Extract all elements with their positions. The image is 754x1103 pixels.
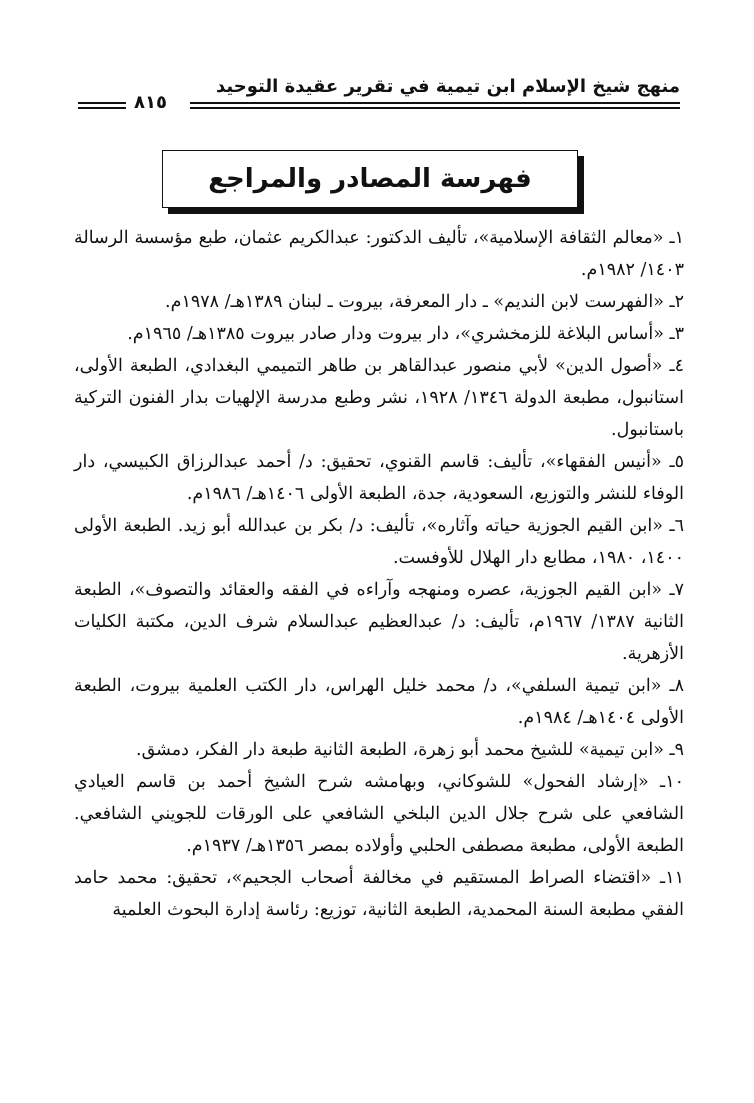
bibliography-entry-9: ٩ـ «ابن تيمية» للشيخ محمد أبو زهرة، الطبعة الثانية طبعة دار الفكر، دمشق. <box>136 740 684 760</box>
bibliography-entry-6: ٦ـ «ابن القيم الجوزية حياته وآثاره»، تأليف: د/ بكر بن عبدالله أبو زيد. الطبعة الأولى ١٤٠٠، ١٩٨٠، مطابع دار الهلال للأوفست. <box>74 516 684 568</box>
bibliography-entry-1: ١ـ «معالم الثقافة الإسلامية»، تأليف الدكتور: عبدالكريم عثمان، طبع مؤسسة الرسالة ١٤٠٣/ ١٩٨٢م. <box>74 228 684 280</box>
page-number: ٨١٥ <box>134 92 167 113</box>
section-title: فهرسة المصادر والمراجع <box>208 164 532 194</box>
section-title-box <box>162 150 578 208</box>
header-rule-left <box>78 102 126 109</box>
page-header <box>78 72 680 120</box>
bibliography-entry-4: ٤ـ «أصول الدين» لأبي منصور عبدالقاهر بن طاهر التميمي البغدادي، الطبعة الأولى، استانبول، مطبعة الدولة ١٣٤٦/ ١٩٢٨، نشر وطبع مدرسة الإلهيات بدار الفنون التركية باستانبول. <box>74 356 684 440</box>
bibliography-entry-7: ٧ـ «ابن القيم الجوزية، عصره ومنهجه وآراءه في الفقه والعقائد والتصوف»، الطبعة الثانية ١٣٨٧/ ١٩٦٧م، تأليف: د/ عبدالعظيم عبدالسلام شرف الدين، مكتبة الكليات الأزهرية. <box>74 580 684 664</box>
bibliography-entry-8: ٨ـ «ابن تيمية السلفي»، د/ محمد خليل الهراس، دار الكتب العلمية بيروت، الطبعة الأولى ١٤٠٤هـ/ ١٩٨٤م. <box>74 676 684 728</box>
bibliography-entry-3: ٣ـ «أساس البلاغة للزمخشري»، دار بيروت ودار صادر بيروت ١٣٨٥هـ/ ١٩٦٥م. <box>127 324 684 344</box>
bibliography-entry-11: ١١ـ «اقتضاء الصراط المستقيم في مخالفة أصحاب الجحيم»، تحقيق: محمد حامد الفقي مطبعة السنة المحمدية، الطبعة الثانية، توزيع: رئاسة إدارة البحوث العلمية <box>74 868 684 920</box>
bibliography-list <box>74 222 684 926</box>
running-title: منهج شيخ الإسلام ابن تيمية في تقرير عقيدة التوحيد <box>216 76 680 97</box>
bibliography-entry-5: ٥ـ «أنيس الفقهاء»، تأليف: قاسم القنوي، تحقيق: د/ أحمد عبدالرزاق الكبيسي، دار الوفاء للنشر والتوزيع، السعودية، جدة، الطبعة الأولى ١٤٠٦هـ/ ١٩٨٦م. <box>74 452 684 504</box>
bibliography-entry-2: ٢ـ «الفهرست لابن النديم» ـ دار المعرفة، بيروت ـ لبنان ١٣٨٩هـ/ ١٩٧٨م. <box>165 292 684 312</box>
header-rule-right <box>190 102 680 109</box>
bibliography-entry-10: ١٠ـ «إرشاد الفحول» للشوكاني، وبهامشه شرح الشيخ أحمد بن قاسم العيادي الشافعي على شرح جلال الدين البلخي الشافعي على الورقات للجويني الشافعي. الطبعة الأولى، مطبعة مصطفى الحلبي وأولاده بمصر ١٣٥٦هـ/ ١٩٣٧م. <box>74 772 684 856</box>
